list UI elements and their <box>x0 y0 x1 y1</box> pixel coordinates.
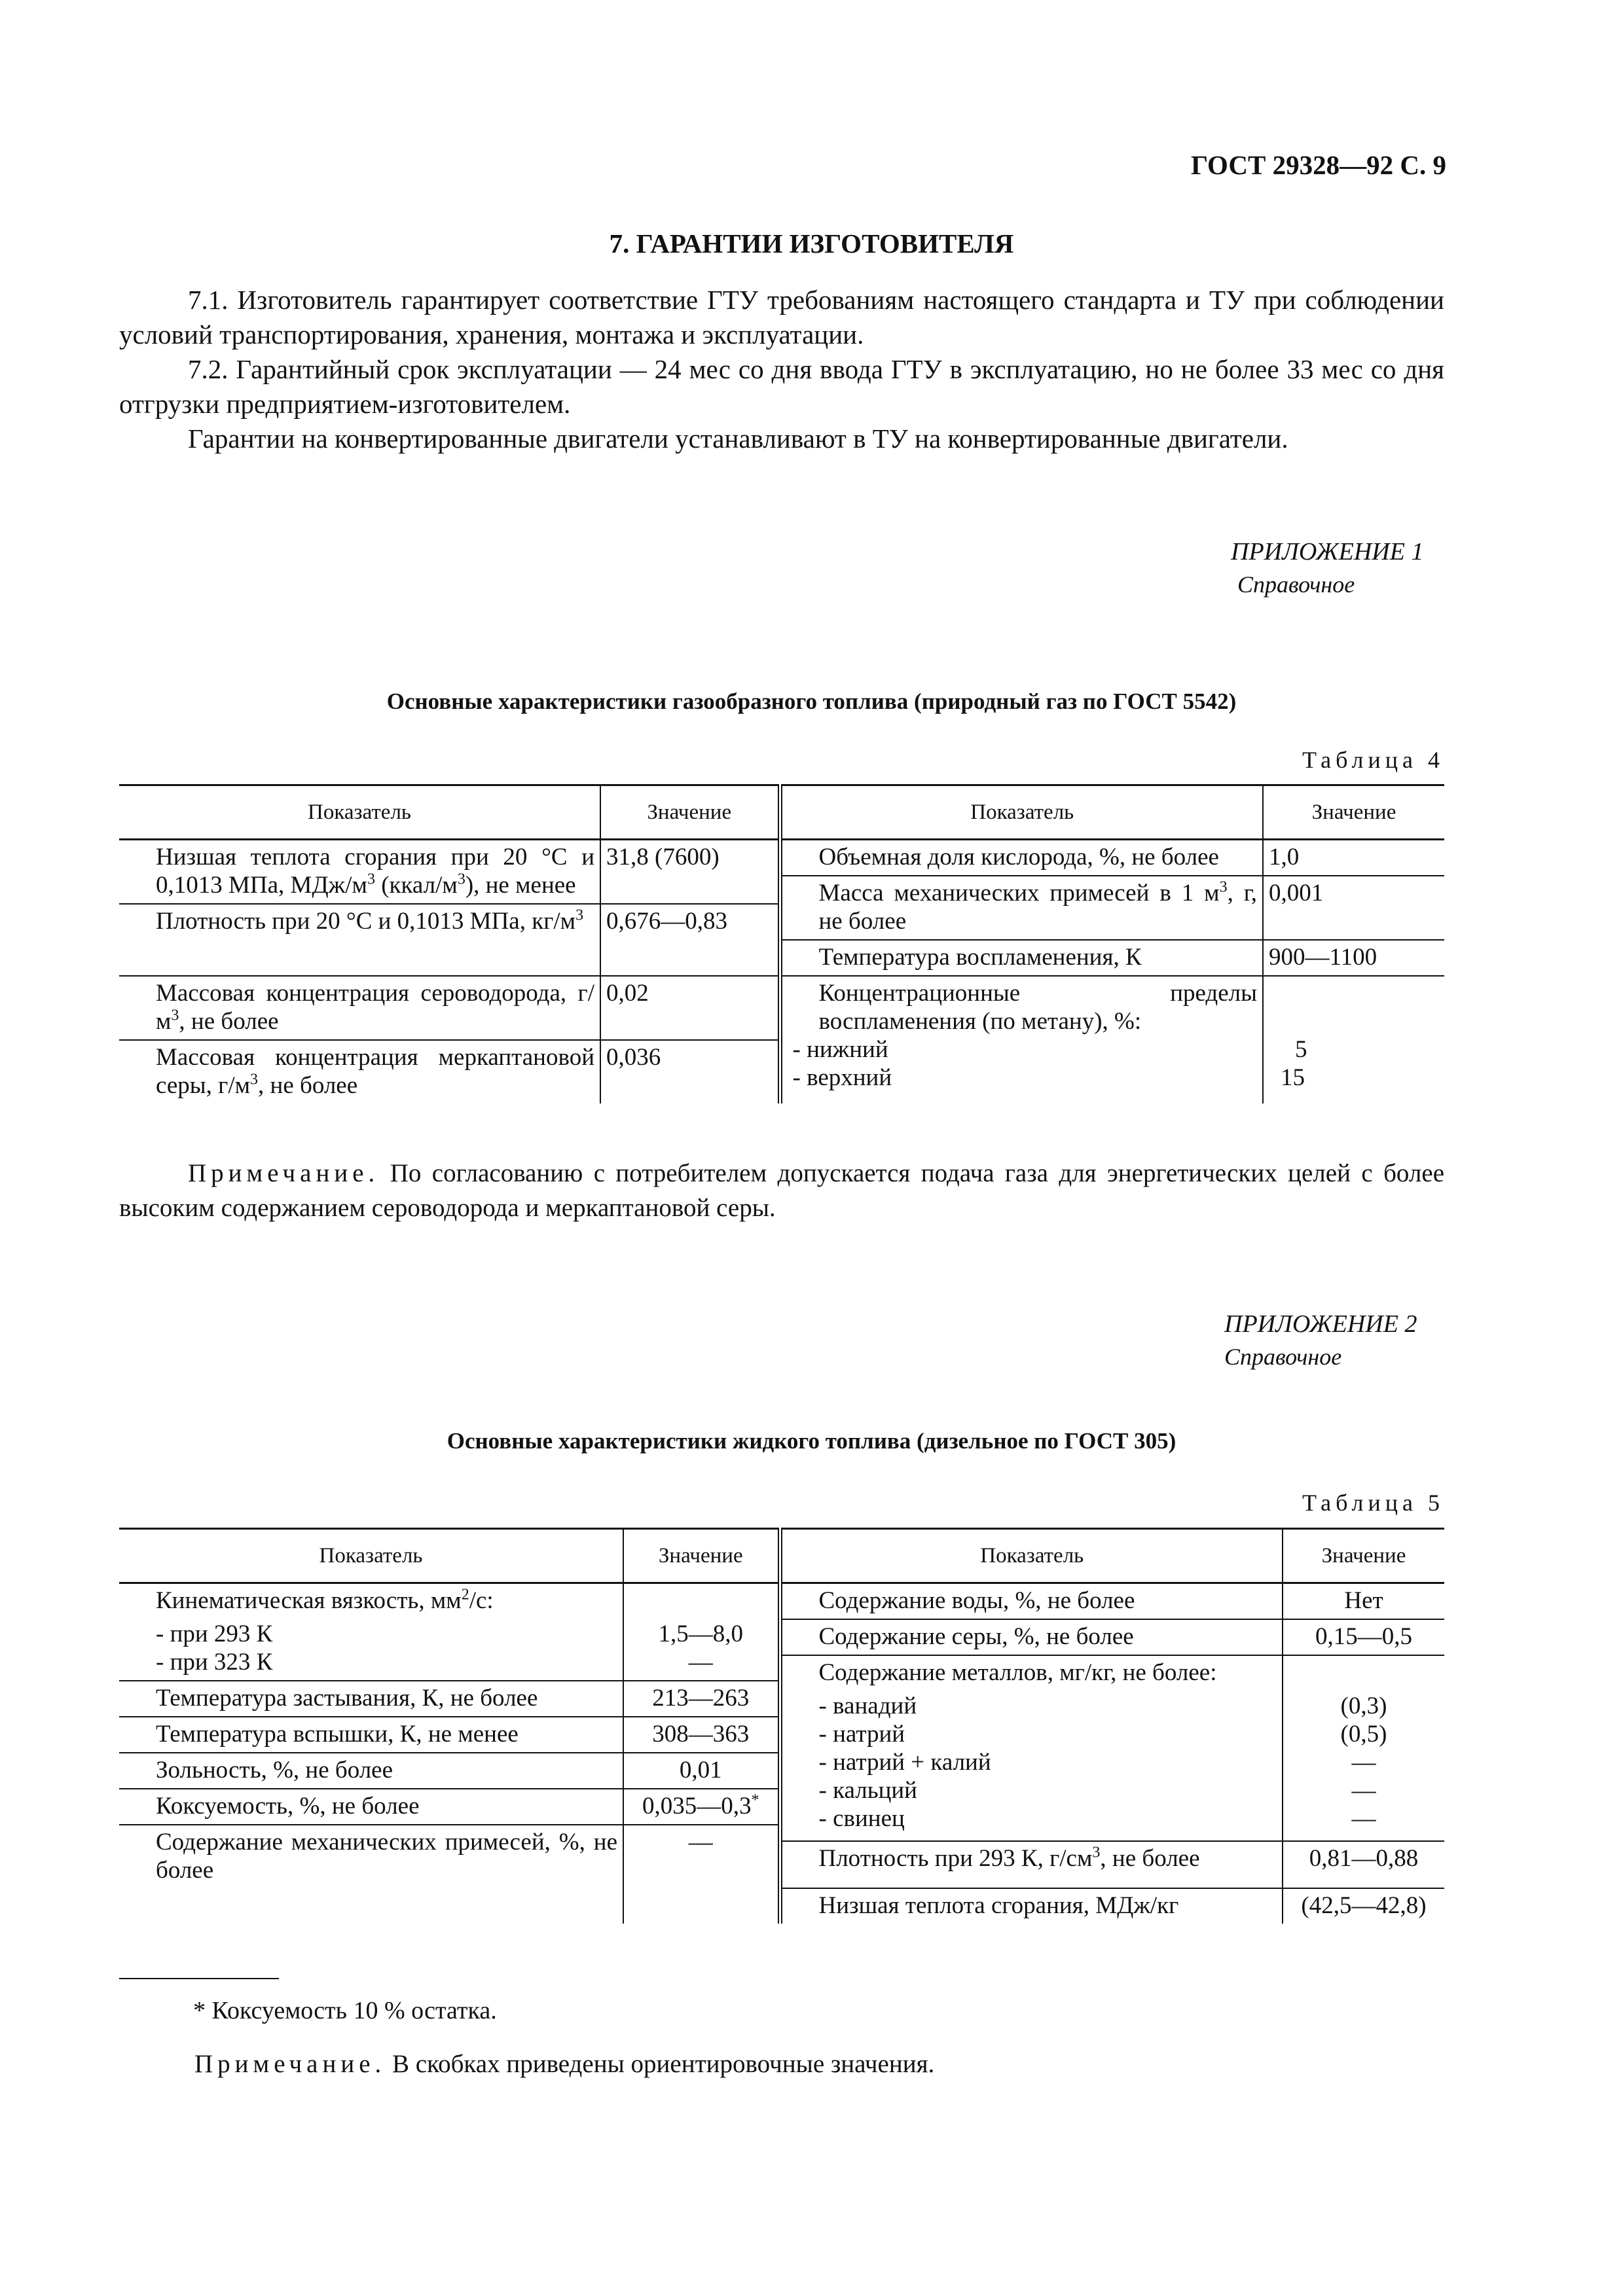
table-4-cell-density: Плотность при 20 °С и 0,1013 МПа, $кг/м^3$ <box>119 904 600 976</box>
table-4-cell-heat-value: Низшая теплота сгорания при 20 °С и 0,1013 МПа, МДж/$м^3$ $(ккал/м^3)$, не менее <box>156 844 594 899</box>
table-5-value-ash: 0,01 <box>623 1753 780 1789</box>
table-4-cell-mercaptan: Массовая концентрация меркаптановой серы, $г/м^3$, не более <box>119 1040 600 1103</box>
appendix-2-label: ПРИЛОЖЕНИЕ 2 <box>1224 1310 1417 1338</box>
table-4 <box>119 784 1444 1103</box>
table-4-value-heat: 31,8 (7600) <box>600 840 780 905</box>
table-5-header-indicator-left: Показатель <box>119 1529 623 1583</box>
section-title: 7. ГАРАНТИИ ИЗГОТОВИТЕЛЯ <box>609 228 1014 259</box>
table-5-note: Примечание. В скобках приведены ориентировочные значения. <box>194 2050 935 2078</box>
appendix-2-type: Справочное <box>1224 1344 1342 1370</box>
table-5-value-metals: (0,3) (0,5) — — — <box>1283 1655 1444 1841</box>
table-4-value-h2s: 0,02 <box>600 976 780 1040</box>
section-body <box>119 283 1444 456</box>
table-5-row <box>119 1888 1444 1924</box>
appendix-2-heading <box>1224 1308 1417 1373</box>
table-4-value-ignition-temp: 900—1100 <box>1263 940 1444 976</box>
table-5 <box>119 1528 1444 1924</box>
table-5-cell-ash: Зольность, %, не более <box>119 1753 623 1789</box>
table-5-value-mech-impurities: — <box>623 1825 780 1888</box>
table-4-value-density: 0,676—0,83 <box>600 904 780 976</box>
table-5-row <box>119 1583 1444 1620</box>
table-5-value-sulfur: 0,15—0,5 <box>1283 1619 1444 1655</box>
table-5-value-heat: (42,5—42,8) <box>1283 1888 1444 1924</box>
table-5-cell-heat: Низшая теплота сгорания, МДж/кг <box>780 1888 1283 1924</box>
table-4-note: Примечание. По согласованию с потребителем допускается подача газа для энергетических целей с более высоким содержанием сероводорода и меркаптановой серы. <box>119 1159 1444 1222</box>
table-5-header-indicator-right: Показатель <box>780 1529 1283 1583</box>
footnote: * Коксуемость 10 % остатка. <box>193 1997 497 2024</box>
page-header-doc-ref: ГОСТ 29328—92 С. 9 <box>1190 150 1446 180</box>
table-4-header-indicator-left: Показатель <box>119 785 600 840</box>
table-5-cell-pour-point: Температура застывания, К, не более <box>119 1681 623 1717</box>
table-4-row <box>119 976 1444 1040</box>
table-5-value-flash-point: 308—363 <box>623 1717 780 1753</box>
table-4-cell-oxygen: Объемная доля кислорода, %, не более <box>780 840 1263 876</box>
table-5-value-viscosity: 1,5—8,0 — <box>623 1583 780 1681</box>
table-5-cell-empty <box>119 1888 623 1924</box>
table-4-cell-ignition-temp: Температура воспламенения, К <box>780 940 1263 976</box>
footnote-mark: * <box>751 1791 759 1809</box>
appendix-1-heading <box>1231 535 1423 601</box>
table-4-cell-flammability-limits: Концентрационные пределы воспламенения (по метану), %: - нижний - верхний <box>780 976 1263 1103</box>
paragraph-guarantee-converted: Гарантии на конвертированные двигатели устанавливают в ТУ на конвертированные двигатели. <box>188 423 1288 454</box>
table-4-header-value-right: Значение <box>1263 785 1444 840</box>
table-4-header-row <box>119 785 1444 840</box>
table-4-cell-h2s: Массовая концентрация сероводорода, $г/м^3$, не более <box>119 976 600 1040</box>
table-4-header-indicator-right: Показатель <box>780 785 1263 840</box>
table-5-value-water: Нет <box>1283 1583 1444 1620</box>
table-5-cell-sulfur: Содержание серы, %, не более <box>780 1619 1283 1655</box>
table-4-value-mercaptan: 0,036 <box>600 1040 780 1103</box>
table-5-header-value-left: Значение <box>623 1529 780 1583</box>
table-4-cell-impurities: Масса механических примесей в 1 $м^3$, г, не более <box>780 876 1263 940</box>
appendix-1-type: Справочное <box>1237 571 1355 598</box>
table-5-header-row <box>119 1529 1444 1583</box>
paragraph-7-1: 7.1. Изготовитель гарантирует соответствие ГТУ требованиям настоящего стандарта и ТУ при соблюдении условий транспортирования, хранения, монтажа и эксплуатации. <box>119 285 1444 350</box>
footnote-rule <box>119 1978 279 1979</box>
table-5-value-coking: 0,035—0,3* <box>623 1789 780 1825</box>
table-5-value-pour-point: 213—263 <box>623 1681 780 1717</box>
table-5-value-empty <box>623 1888 780 1924</box>
table-5-cell-coking: Коксуемость, %, не более <box>119 1789 623 1825</box>
table-5-cell-viscosity: Кинематическая вязкость, $мм^2/с$: - при 293 К - при 323 К <box>156 1586 494 1676</box>
table-4-value-oxygen: 1,0 <box>1263 840 1444 876</box>
table-5-caption: Основные характеристики жидкого топлива (дизельное по ГОСТ 305) <box>447 1428 1176 1454</box>
table-4-value-impurities: 0,001 <box>1263 876 1444 940</box>
table-5-cell-flash-point: Температура вспышки, К, не менее <box>119 1717 623 1753</box>
table-5-cell-metals: Содержание металлов, мг/кг, не более: - ванадий - натрий - натрий + калий - кальций - свинец <box>780 1655 1283 1841</box>
table-5-header-value-right: Значение <box>1283 1529 1444 1583</box>
table-5-label: Таблица 5 <box>1302 1490 1444 1516</box>
table-5-cell-mech-impurities: Содержание механических примесей, %, не более <box>119 1825 623 1888</box>
table-5-value-density: 0,81—0,88 <box>1283 1841 1444 1888</box>
table-5-cell-water: Содержание воды, %, не более <box>780 1583 1283 1620</box>
appendix-1-label: ПРИЛОЖЕНИЕ 1 <box>1231 538 1424 565</box>
table-4-value-flammability-limits: 5 15 <box>1263 976 1444 1103</box>
table-4-label: Таблица 4 <box>1302 747 1444 773</box>
table-4-row <box>119 840 1444 876</box>
table-4-header-value-left: Значение <box>600 785 780 840</box>
paragraph-7-2: 7.2. Гарантийный срок эксплуатации — 24 мес со дня ввода ГТУ в эксплуатацию, но не более 33 мес со дня отгрузки предприятием-изготовителем. <box>119 354 1444 419</box>
table-4-caption: Основные характеристики газообразного топлива (природный газ по ГОСТ 5542) <box>386 689 1237 714</box>
table-5-cell-density: Плотность при 293 К, $г/см^3$, не более <box>780 1841 1283 1888</box>
